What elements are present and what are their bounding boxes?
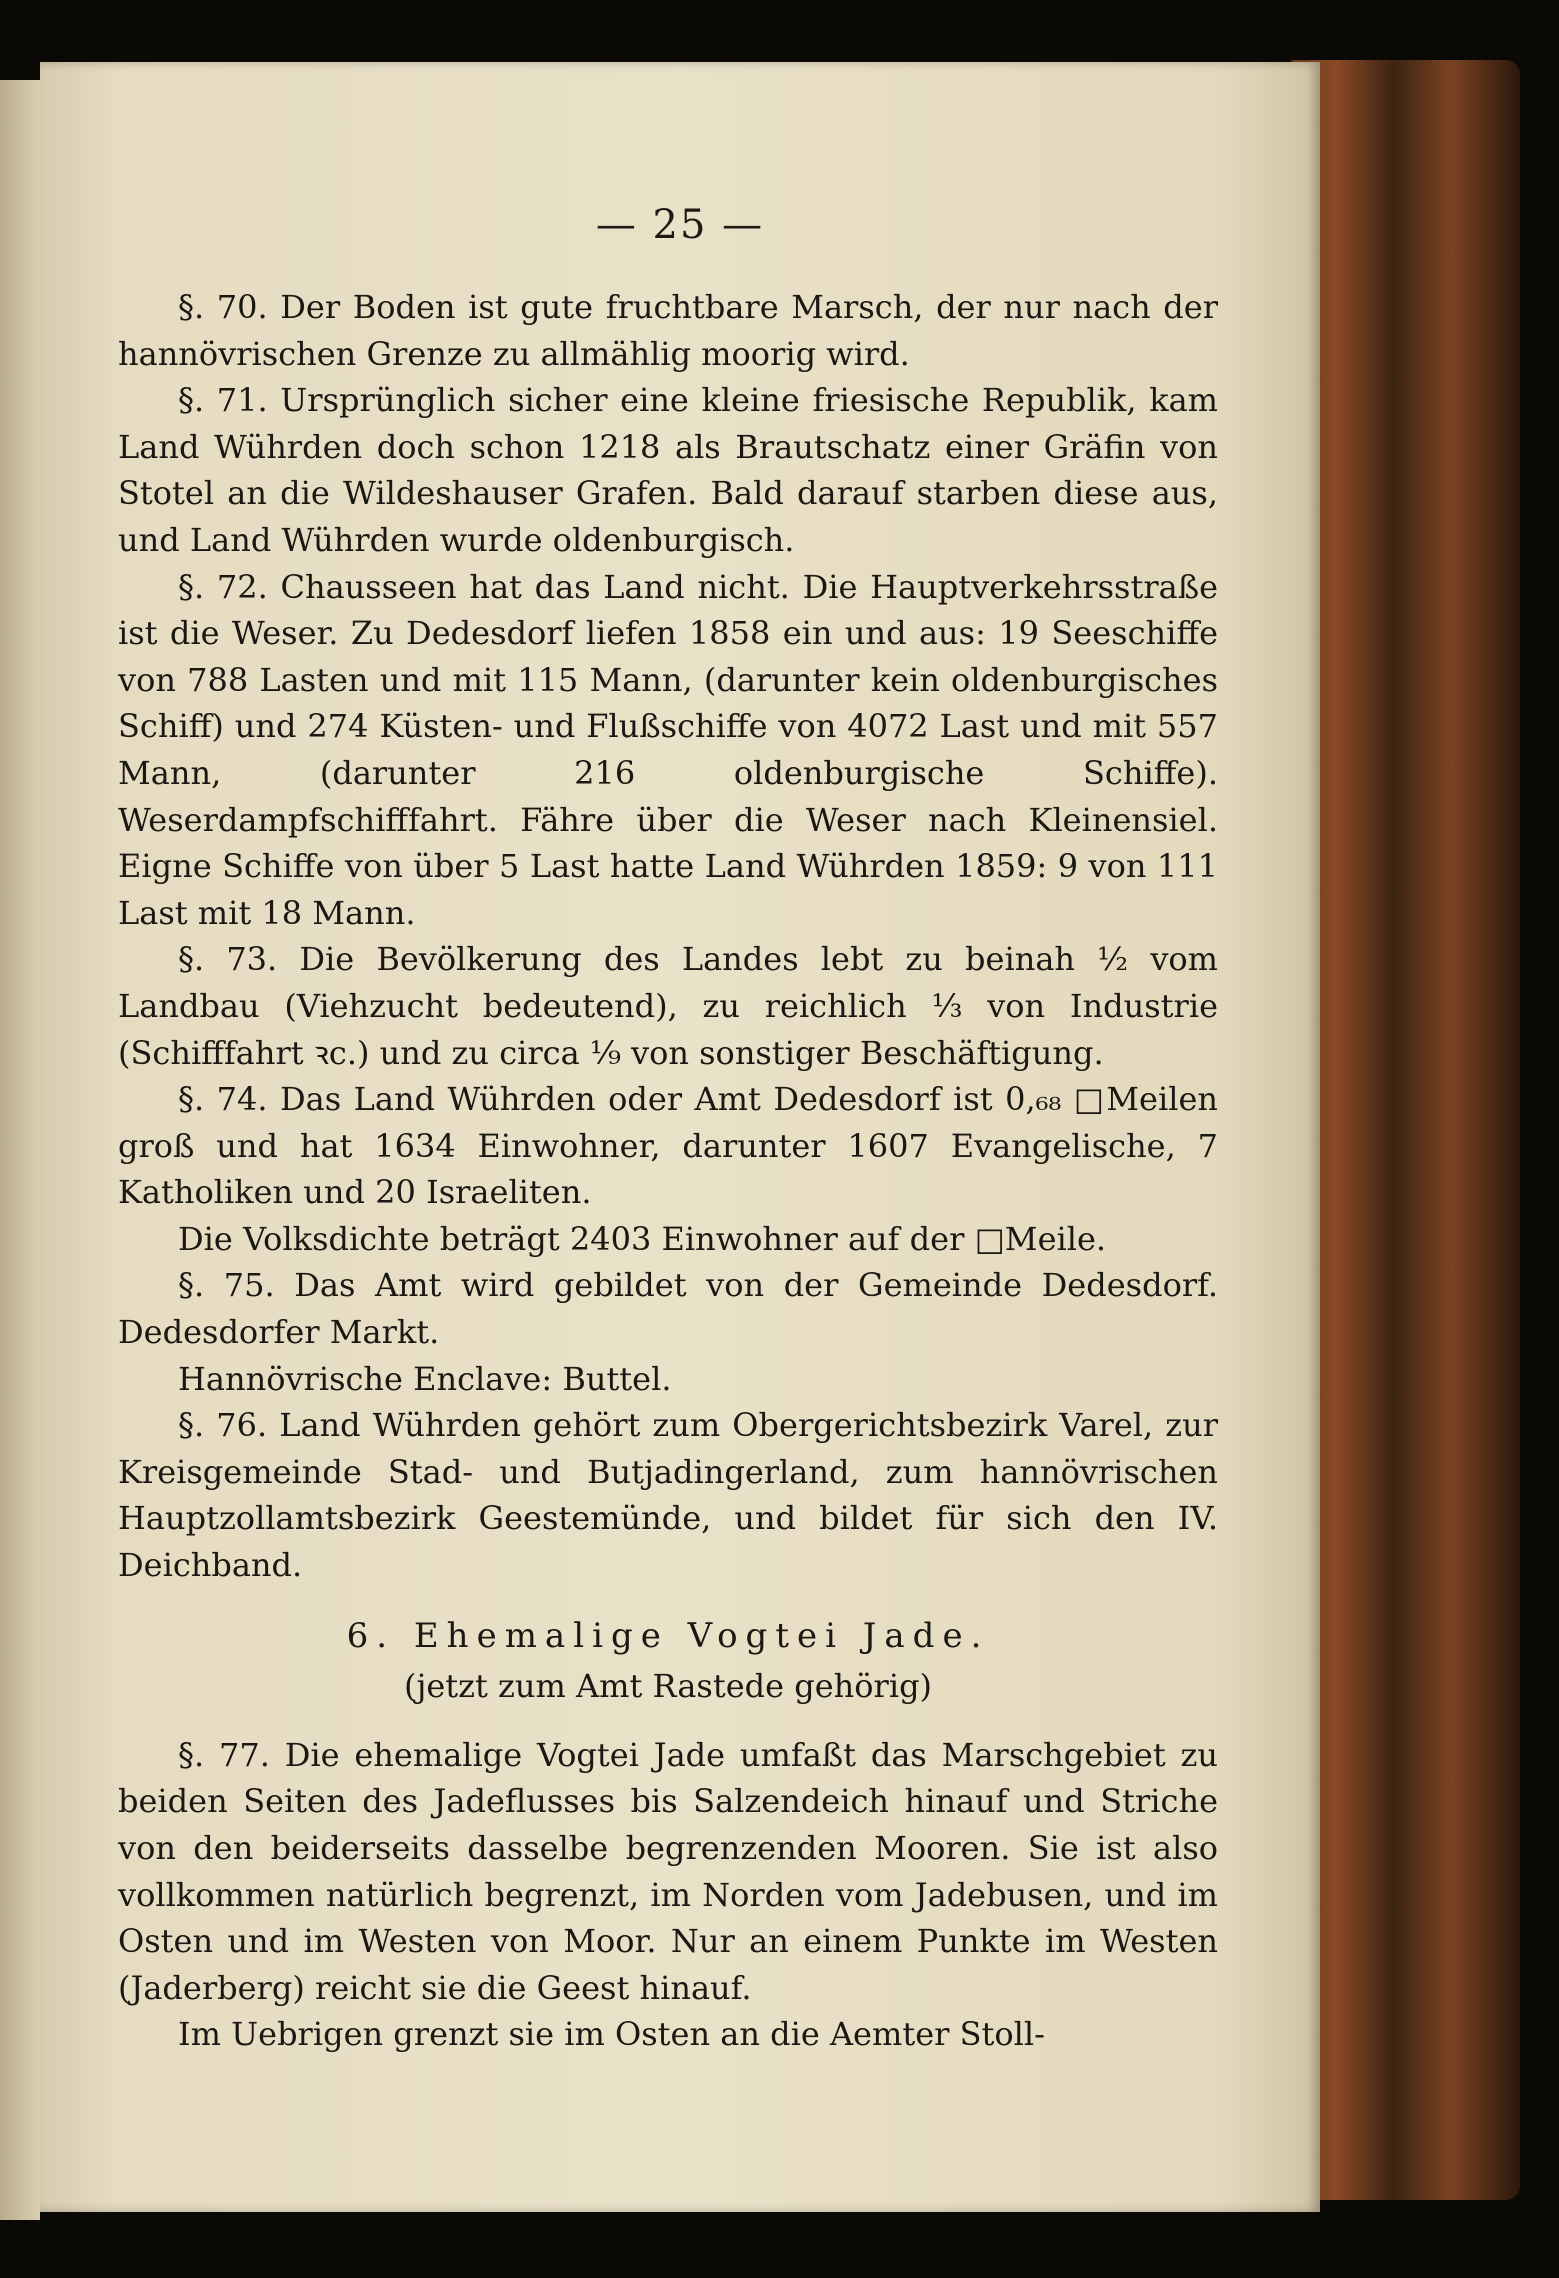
section-subheading: (jetzt zum Amt Rastede gehörig) [403,1667,933,1706]
section-heading: 6. Ehemalige Vogtei Jade. [346,1615,990,1656]
paragraph-72: §. 72. Chausseen hat das Land nicht. Die Hauptverkehrsstraße ist die Weser. Zu Dedesdorf liefen 1858 ein und aus: 19 Seeschiffe von 788 Lasten und mit 115 Mann, (darunter kein oldenburgisches Schiff) und 274 Küsten- und Flußschiffe von 4072 Last und mit 557 Mann, (darunter 216 oldenburgische Schiffe). Weserdampfschifffahrt. Fähre über die Weser nach Kleinensiel. Eigne Schiffe von über 5 Last hatte Land Wührden 1859: 9 von 111 Last mit 18 Mann. [118,567,1218,932]
paragraph-density: Die Volksdichte beträgt 2403 Einwohner auf der □Meile. [178,1219,1107,1258]
paragraph-75: §. 75. Das Amt wird gebildet von der Gemeinde Dedesdorf. Dedesdorfer Markt. [118,1266,1218,1352]
paragraph-continuation: Im Uebrigen grenzt sie im Osten an die Aemter Stoll- [178,2015,1045,2054]
book-page [40,62,1320,2212]
paragraph-73: §. 73. Die Bevölkerung des Landes lebt zu beinah ½ vom Landbau (Viehzucht bedeutend), zu reichlich ⅓ von Industrie (Schifffahrt ꝛc.) und zu circa ⅑ von sonstiger Beschäftigung. [118,940,1218,1072]
paragraph-76: §. 76. Land Wührden gehört zum Obergerichtsbezirk Varel, zur Kreisgemeinde Stad- und Butjadingerland, zum hannövrischen Hauptzollamtsbezirk Geestemünde, und bildet für sich den IV. Deichband. [118,1406,1218,1585]
paragraph-enclave: Hannövrische Enclave: Buttel. [178,1359,672,1398]
page-number: — 25 — [595,202,765,248]
paragraph-77: §. 77. Die ehemalige Vogtei Jade umfaßt das Marschgebiet zu beiden Seiten des Jadeflusses bis Salzendeich hinauf und Striche von den beiderseits dasselbe begrenzenden Mooren. Sie ist also vollkommen natürlich begrenzt, im Norden vom Jadebusen, und im Osten und im Westen von Moor. Nur an einem Punkte im Westen (Jaderberg) reicht sie die Geest hinauf. [118,1735,1218,2007]
text-block [118,284,1218,2058]
paragraph-74: §. 74. Das Land Wührden oder Amt Dedesdorf ist 0,₆₈ □Meilen groß und hat 1634 Einwohner, darunter 1607 Evangelische, 7 Katholiken und 20 Israeliten. [118,1080,1218,1212]
left-page-edge [0,80,40,2220]
book-cover-edge [1290,60,1520,2200]
paragraph-71: §. 71. Ursprünglich sicher eine kleine friesische Republik, kam Land Wührden doch schon 1218 als Brautschatz einer Gräfin von Stotel an die Wildeshauser Grafen. Bald darauf starben diese aus, und Land Wührden wurde oldenburgisch. [118,381,1218,559]
paragraph-70: §. 70. Der Boden ist gute fruchtbare Marsch, der nur nach der hannövrischen Grenze zu allmählig moorig wird. [118,288,1218,373]
